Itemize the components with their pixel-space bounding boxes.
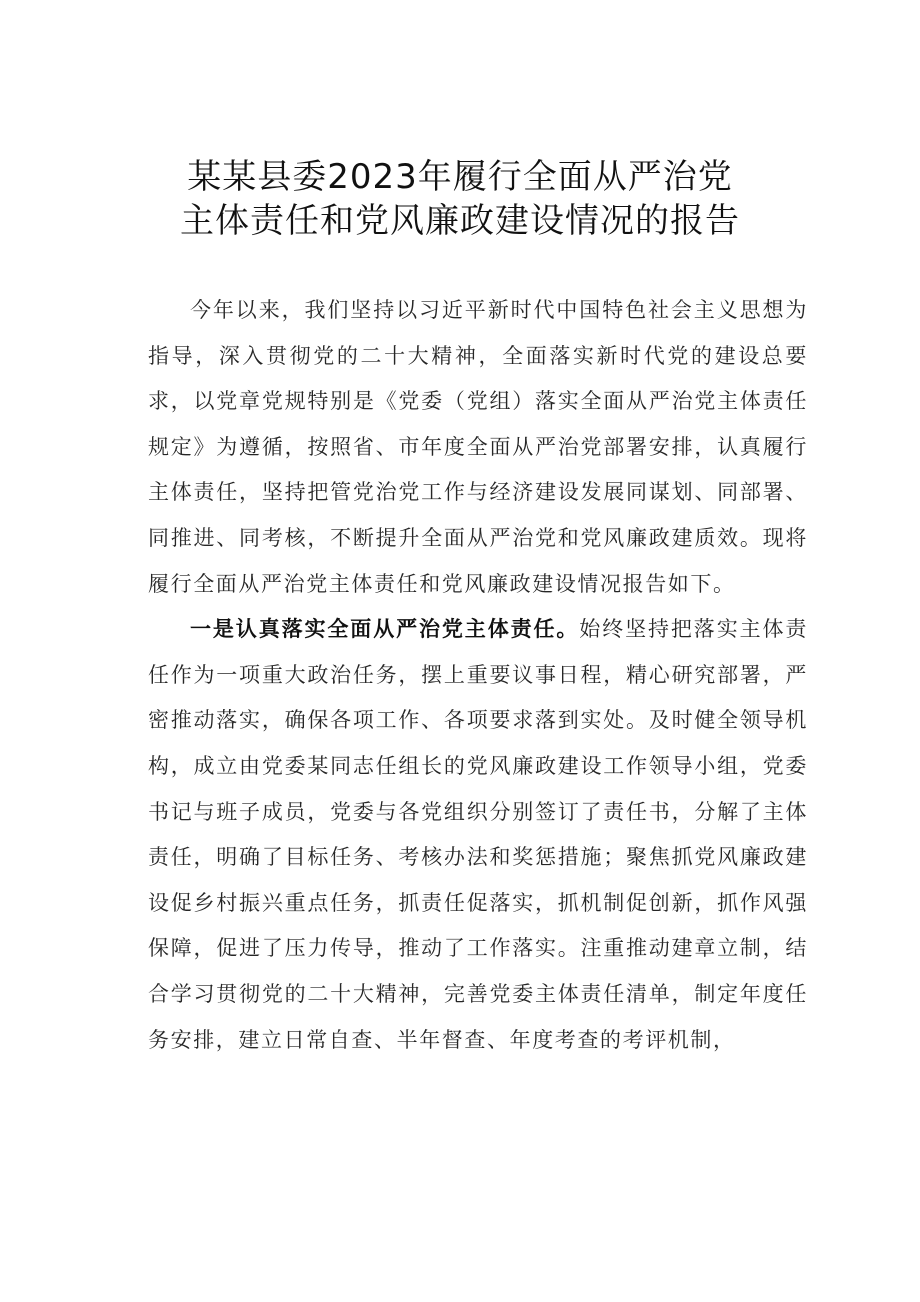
section-one-text: 始终坚持把落实主体责任作为一项重大政治任务，摆上重要议事日程，精心研究部署，严密推动落实，确保各项工作、各项要求落到实处。及时健全领导机构，成立由党委某同志任组长的党风廉政建设工作领导小组，党委书记与班子成员，党委与各党组织分别签订了责任书，分解了主体责任，明确了目标任务、考核办法和奖惩措施；聚焦抓党风廉政建设促乡村振兴重点任务，抓责任促落实，抓机制促创新，抓作风强保障，促进了压力传导，推动了工作落实。注重推动建章立制，结合学习贯彻党的二十大精神，完善党委主体责任清单，制定年度任务安排，建立日常自查、半年督查、年度考查的考评机制，: [148, 617, 808, 1052]
title-line-1: 某某县委2023年履行全面从严治党: [187, 157, 733, 197]
document-body: [148, 288, 808, 1063]
section-one-heading: 一是认真落实全面从严治党主体责任。: [190, 617, 580, 642]
title-line-2: 主体责任和党风廉政建设情况的报告: [180, 201, 740, 241]
paragraph-intro: 今年以来，我们坚持以习近平新时代中国特色社会主义思想为指导，深入贯彻党的二十大精神，全面落实新时代党的建设总要求，以党章党规特别是《党委（党组）落实全面从严治党主体责任规定》为遵循，按照省、市年度全面从严治党部署安排，认真履行主体责任，坚持把管党治党工作与经济建设发展同谋划、同部署、同推进、同考核，不断提升全面从严治党和党风廉政建质效。现将履行全面从严治党主体责任和党风廉政建设情况报告如下。: [148, 298, 808, 596]
document-title: [0, 155, 920, 243]
paragraph-section-one: [148, 607, 808, 1063]
